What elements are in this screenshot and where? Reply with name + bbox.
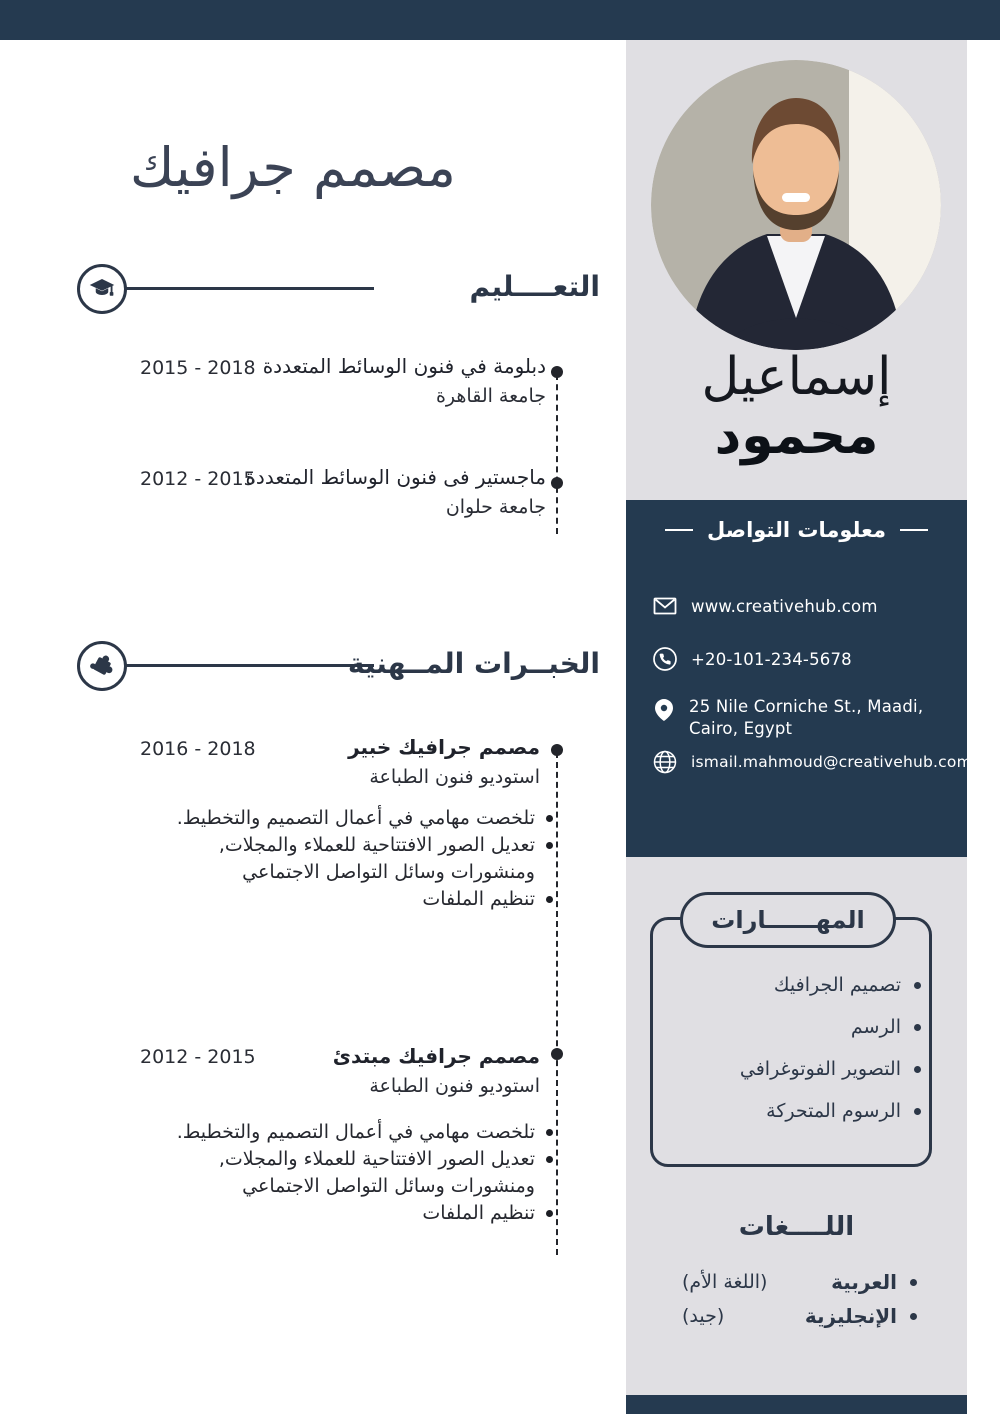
job-duties-list xyxy=(177,805,553,913)
bullet-dot xyxy=(546,1210,553,1217)
languages-list xyxy=(682,1269,917,1337)
language-level: (اللغة الأم) xyxy=(682,1271,768,1293)
language-level: (جيد) xyxy=(682,1305,725,1327)
skills-list xyxy=(740,972,921,1140)
language-name: الإنجليزية xyxy=(804,1304,897,1328)
website-text: www.creativehub.com xyxy=(691,596,878,616)
heading-dash xyxy=(665,529,693,532)
globe-icon xyxy=(652,749,678,775)
puzzle-icon xyxy=(87,651,117,681)
education-school: جامعة حلوان xyxy=(445,496,546,518)
education-dates: 2015 - 2018 xyxy=(140,357,256,379)
job-duty: تنظيم الملفات xyxy=(177,886,553,913)
graduation-cap-icon xyxy=(87,274,117,304)
education-section-badge xyxy=(77,264,127,314)
education-degree: ماجستير فى فنون الوسائط المتعددة xyxy=(245,465,546,489)
job-duty: تعديل الصور الافتتاحية للعملاء والمجلات, xyxy=(177,832,553,859)
experience-section-title: الخبــرات المــهنية xyxy=(347,647,600,680)
job-duty: تعديل الصور الافتتاحية للعملاء والمجلات, xyxy=(177,1146,553,1173)
bullet-dot xyxy=(910,1313,917,1320)
skill-item: الرسوم المتحركة xyxy=(740,1098,921,1124)
bullet-dot xyxy=(910,1279,917,1286)
languages-heading: اللــــغات xyxy=(738,1212,855,1242)
bullet-dot xyxy=(546,1129,553,1136)
timeline-dot xyxy=(551,1048,563,1060)
job-duties-list xyxy=(177,1119,553,1227)
skill-item: التصوير الفوتوغرافي xyxy=(740,1056,921,1082)
phone-text: +20-101-234-5678 xyxy=(691,649,852,669)
bullet-dot xyxy=(546,1156,553,1163)
email-text: ismail.mahmoud@creativehub.com xyxy=(691,753,972,771)
job-duty: تلخصت مهامي في أعمال التصميم والتخطيط. xyxy=(177,1119,553,1146)
contact-heading: معلومات التواصل xyxy=(626,518,967,542)
education-degree: دبلومة في فنون الوسائط المتعددة xyxy=(262,354,546,378)
education-section-title: التعــــليم xyxy=(469,270,600,303)
experience-section-badge xyxy=(77,641,127,691)
skills-heading-pill xyxy=(680,892,896,948)
skills-heading: المهــــــارات xyxy=(711,906,865,934)
job-dates: 2016 - 2018 xyxy=(140,738,256,760)
location-pin-icon xyxy=(652,697,676,723)
bullet-dot xyxy=(914,982,921,989)
address-text: 25 Nile Corniche St., Maadi, Cairo, Egypt xyxy=(689,697,924,739)
skill-item: الرسم xyxy=(740,1014,921,1040)
first-name: إسماعيل xyxy=(701,347,892,407)
education-school: جامعة القاهرة xyxy=(435,385,546,407)
job-duty: تلخصت مهامي في أعمال التصميم والتخطيط. xyxy=(177,805,553,832)
job-dates: 2012 - 2015 xyxy=(140,1046,256,1068)
bullet-dot xyxy=(546,842,553,849)
phone-icon xyxy=(652,646,678,672)
timeline-dot xyxy=(551,366,563,378)
language-item xyxy=(682,1269,917,1295)
job-company: استوديو فنون الطباعة xyxy=(369,766,540,788)
heading-dash xyxy=(900,529,928,532)
job-duty-continuation: ومنشورات وسائل التواصل الاجتماعي xyxy=(242,1175,535,1197)
contact-info-panel xyxy=(626,500,972,857)
bullet-dot xyxy=(546,815,553,822)
experience-header-rule xyxy=(126,664,374,667)
experience-timeline xyxy=(556,752,558,1255)
language-item xyxy=(682,1303,917,1329)
top-accent-bar xyxy=(0,0,1000,40)
envelope-icon xyxy=(652,594,678,618)
skill-item: تصميم الجرافيك xyxy=(740,972,921,998)
bullet-dot xyxy=(914,1024,921,1031)
job-title: مصمم جرافيك خبير xyxy=(348,735,540,759)
job-title: مصمم جرافيك مبتدئ xyxy=(332,1044,540,1068)
language-name: العربية xyxy=(831,1270,897,1294)
contact-email-row[interactable] xyxy=(652,749,972,775)
contact-website-row[interactable] xyxy=(652,594,959,618)
bottom-accent-bar xyxy=(626,1395,967,1414)
timeline-dot xyxy=(551,477,563,489)
education-dates: 2012 - 2015 xyxy=(140,468,256,490)
candidate-name xyxy=(626,346,967,466)
job-company: استوديو فنون الطباعة xyxy=(369,1075,540,1097)
education-timeline xyxy=(556,374,558,534)
last-name: محمود xyxy=(714,406,879,467)
education-header-rule xyxy=(126,287,374,290)
page-title: مصمم جرافيك xyxy=(130,136,456,199)
timeline-dot xyxy=(551,744,563,756)
contact-phone-row[interactable] xyxy=(652,646,959,672)
bullet-dot xyxy=(546,896,553,903)
bullet-dot xyxy=(914,1108,921,1115)
job-duty-continuation: ومنشورات وسائل التواصل الاجتماعي xyxy=(242,861,535,883)
contact-address-row xyxy=(652,696,959,741)
job-duty: تنظيم الملفات xyxy=(177,1200,553,1227)
sidebar xyxy=(626,40,972,1414)
profile-photo xyxy=(651,60,941,350)
bullet-dot xyxy=(914,1066,921,1073)
